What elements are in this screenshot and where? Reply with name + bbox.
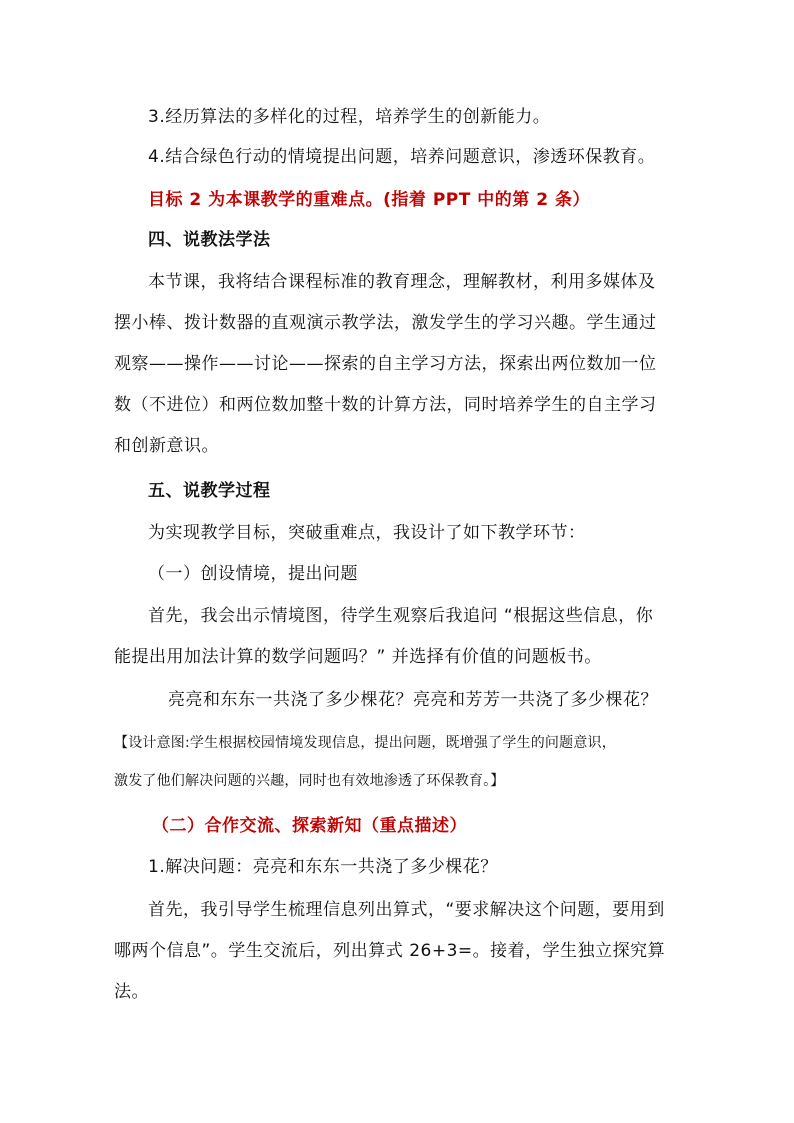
paragraph-line: 数（不进位）和两位数加整十数的计算方法，同时培养学生的自主学习: [114, 395, 657, 415]
paragraph-line: 哪两个信息”。学生交流后，列出算式 26+3=。接着，学生独立探究算: [114, 941, 666, 961]
subsection-heading-cooperation: （二）合作交流、探索新知（重点描述）: [152, 816, 467, 836]
example-question-text: 亮亮和东东一共浇了多少棵花？亮亮和芳芳一共浇了多少棵花？: [168, 690, 658, 710]
subsection-heading-scenario: （一）创设情境，提出问题: [148, 564, 358, 584]
paragraph-line: 观察——操作——讨论——探索的自主学习方法，探索出两位数加一位: [114, 354, 657, 374]
objective-3-text: 3.经历算法的多样化的过程，培养学生的创新能力。: [148, 107, 551, 127]
paragraph-line: 为实现教学目标，突破重难点，我设计了如下教学环节：: [148, 523, 586, 543]
paragraph-line: 法。: [114, 982, 149, 1002]
key-point-note: 目标 2 为本课教学的重难点。(指着 PPT 中的第 2 条）: [148, 190, 590, 210]
design-intent-line: 【设计意图:学生根据校园情境发现信息，提出问题，既增强了学生的问题意识，: [114, 735, 616, 751]
paragraph-line: 摆小棒、拨计数器的直观演示教学法，激发学生的学习兴趣。学生通过: [114, 313, 657, 333]
design-intent-line: 激发了他们解决问题的兴趣，同时也有效地渗透了环保教育。】: [114, 773, 505, 789]
paragraph-line: 首先，我引导学生梳理信息列出算式，“要求解决这个问题，要用到: [148, 900, 665, 920]
problem-text: 1.解决问题：亮亮和东东一共浇了多少棵花？: [148, 857, 498, 877]
paragraph-line: 首先，我会出示情境图，待学生观察后我追问 “根据这些信息，你: [148, 606, 654, 626]
paragraph-line: 本节课，我将结合课程标准的教育理念，理解教材，利用多媒体及: [148, 272, 656, 292]
section-heading-teaching-methods: 四、说教法学法: [148, 230, 271, 250]
paragraph-line: 能提出用加法计算的数学问题吗？” 并选择有价值的问题板书。: [114, 647, 602, 667]
section-heading-teaching-process: 五、说教学过程: [148, 481, 271, 501]
objective-4-text: 4.结合绿色行动的情境提出问题，培养问题意识，渗透环保教育。: [148, 147, 656, 167]
paragraph-line: 和创新意识。: [114, 436, 219, 456]
